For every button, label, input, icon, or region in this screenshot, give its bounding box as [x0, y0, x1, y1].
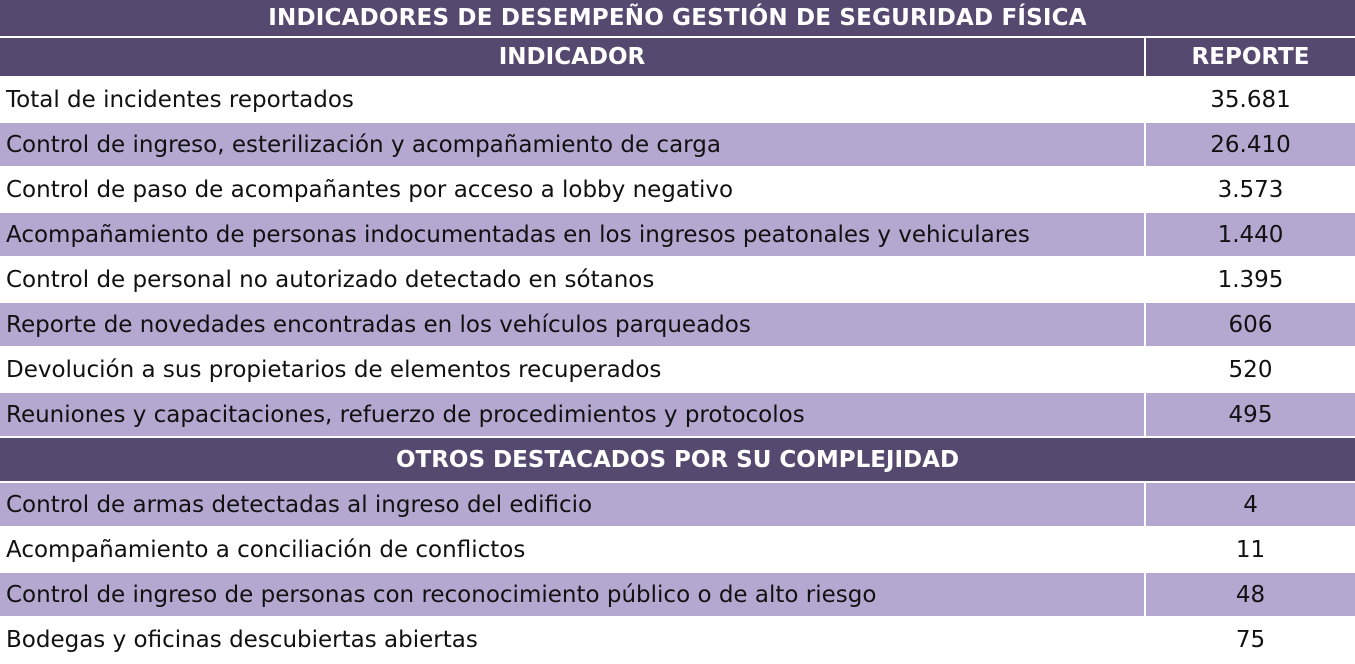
table-row: [0, 572, 1355, 617]
indicator-label: Acompañamiento a conciliación de conflictos: [0, 527, 1145, 572]
report-value: 520: [1145, 347, 1355, 392]
column-header-row: [0, 37, 1355, 77]
indicator-label: Bodegas y oficinas descubiertas abiertas: [0, 617, 1145, 662]
table-row: [0, 482, 1355, 527]
report-value: 1.440: [1145, 212, 1355, 257]
report-value: 3.573: [1145, 167, 1355, 212]
section-title: OTROS DESTACADOS POR SU COMPLEJIDAD: [0, 437, 1355, 482]
table-row: [0, 167, 1355, 212]
table-row: [0, 212, 1355, 257]
report-value: 1.395: [1145, 257, 1355, 302]
indicator-label: Reuniones y capacitaciones, refuerzo de procedimientos y protocolos: [0, 392, 1145, 437]
indicator-label: Total de incidentes reportados: [0, 77, 1145, 122]
table-row: [0, 347, 1355, 392]
report-value: 606: [1145, 302, 1355, 347]
indicator-label: Acompañamiento de personas indocumentadas en los ingresos peatonales y vehiculares: [0, 212, 1145, 257]
report-value: 495: [1145, 392, 1355, 437]
table-title: INDICADORES DE DESEMPEÑO GESTIÓN DE SEGURIDAD FÍSICA: [0, 0, 1355, 37]
report-value: 75: [1145, 617, 1355, 662]
table-row: [0, 617, 1355, 662]
indicator-label: Control de paso de acompañantes por acceso a lobby negativo: [0, 167, 1145, 212]
table-title-row: [0, 0, 1355, 37]
table-row: [0, 122, 1355, 167]
section-header-row: [0, 437, 1355, 482]
table-row: [0, 257, 1355, 302]
table-row: [0, 77, 1355, 122]
report-value: 4: [1145, 482, 1355, 527]
report-value: 35.681: [1145, 77, 1355, 122]
indicator-label: Control de armas detectadas al ingreso del edificio: [0, 482, 1145, 527]
indicator-label: Devolución a sus propietarios de elementos recuperados: [0, 347, 1145, 392]
table-row: [0, 302, 1355, 347]
column-header-indicator: INDICADOR: [0, 37, 1145, 77]
report-value: 48: [1145, 572, 1355, 617]
report-value: 26.410: [1145, 122, 1355, 167]
table-row: [0, 527, 1355, 572]
indicator-label: Control de personal no autorizado detectado en sótanos: [0, 257, 1145, 302]
indicator-label: Reporte de novedades encontradas en los vehículos parqueados: [0, 302, 1145, 347]
indicator-label: Control de ingreso de personas con reconocimiento público o de alto riesgo: [0, 572, 1145, 617]
indicator-label: Control de ingreso, esterilización y acompañamiento de carga: [0, 122, 1145, 167]
report-value: 11: [1145, 527, 1355, 572]
column-header-report: REPORTE: [1145, 37, 1355, 77]
table-row: [0, 392, 1355, 437]
